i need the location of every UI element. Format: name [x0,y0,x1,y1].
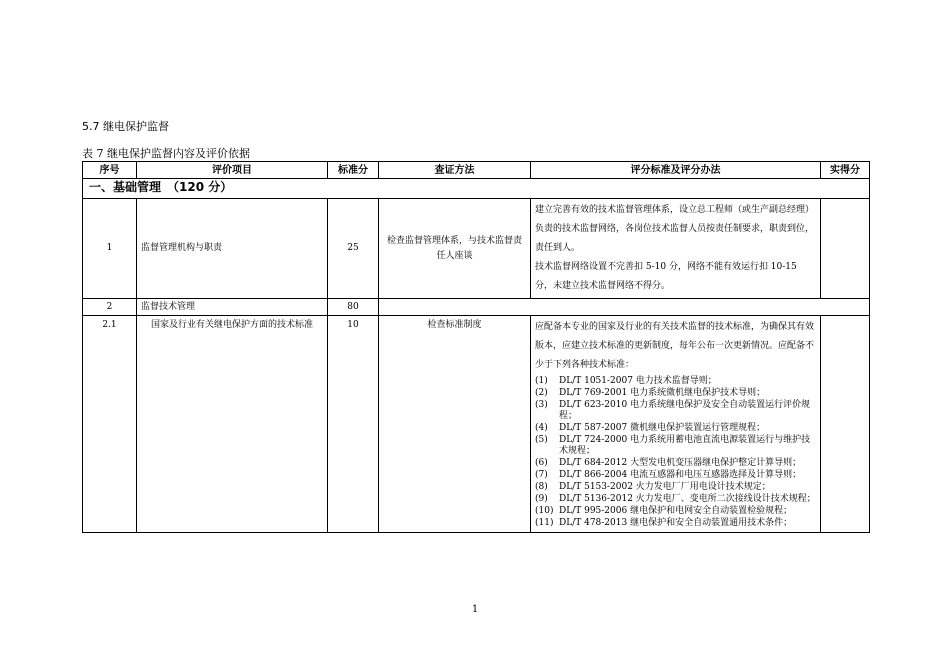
column-header-score: 标准分 [328,162,379,179]
section-heading: 5.7 继电保护监督 [82,120,169,133]
row-score: 25 [328,199,379,299]
row-criteria [531,316,821,533]
table-row [83,316,870,533]
row-item: 国家及行业有关继电保护方面的技术标准 [137,316,328,533]
row-score: 10 [328,316,379,533]
row-method: 检查标准制度 [379,316,531,533]
column-header-actual: 实得分 [821,162,870,179]
section-row-label: 一、基础管理 （120 分） [83,179,870,199]
row-item: 监督技术管理 [137,299,328,316]
column-header-criteria: 评分标准及评分办法 [531,162,821,179]
list-item: (3) DL/T 623-2010 电力系统继电保护及安全自动装置运行评价规程； [535,400,811,421]
column-header-method: 查证方法 [379,162,531,179]
table-header-row [83,162,870,179]
table-row [83,299,870,316]
list-item: (10) DL/T 995-2006 继电保护和电网安全自动装置检验规程； [535,506,793,516]
row-actual [821,199,870,299]
list-item: (5) DL/T 724-2000 电力系统用蓄电池直流电源装置运行与维护技术规程； [535,435,811,456]
column-header-item: 评价项目 [137,162,328,179]
list-item: (8) DL/T 5153-2002 火力发电厂厂用电设计技术规定； [535,482,771,492]
row-empty [379,299,870,316]
criteria-paragraph: 技术监督网络设置不完善扣 5-10 分，网络不能有效运行扣 10-15 分，未建立技术监督网络不得分。 [535,262,797,291]
row-score: 80 [328,299,379,316]
list-item: (4) DL/T 587-2007 微机继电保护装置运行管理规程； [535,423,766,433]
list-item: (6) DL/T 684-2012 大型发电机变压器继电保护整定计算导则； [535,458,802,468]
row-actual [821,316,870,533]
table-row [83,199,870,299]
criteria-paragraph: 应配备本专业的国家及行业的有关技术监督的技术标准，为确保其有效版本，应建立技术标准的更新制度，每年公布一次更新情况。应配备不少于下列各种技术标准： [535,322,815,370]
row-no: 2.1 [83,316,137,533]
list-item: (1) DL/T 1051-2007 电力技术监督导则； [535,376,717,386]
list-item: (11) DL/T 478-2013 继电保护和安全自动装置通用技术条件； [535,518,793,528]
row-item: 监督管理机构与职责 [137,199,328,299]
list-item: (9) DL/T 5136-2012 火力发电厂、变电所二次接线设计技术规程； [535,494,816,504]
row-criteria [531,199,821,299]
row-method: 检查监督管理体系，与技术监督责任人座谈 [379,199,531,299]
list-item: (2) DL/T 769-2001 电力系统微机继电保护技术导则； [535,388,766,398]
column-header-no: 序号 [83,162,137,179]
criteria-paragraph: 建立完善有效的技术监督管理体系，设立总工程师（或生产副总经理）负责的技术监督网络，各岗位技术监督人员按责任制要求，职责到位，责任到人。 [535,205,815,253]
standards-list [535,376,816,529]
row-no: 2 [83,299,137,316]
section-row [83,179,870,199]
table-caption: 表 7 继电保护监督内容及评价依据 [82,147,250,160]
evaluation-table [82,161,870,533]
list-item: (7) DL/T 866-2004 电流互感器和电压互感器选择及计算导则； [535,470,802,480]
page-number: 1 [471,604,479,615]
row-no: 1 [83,199,137,299]
